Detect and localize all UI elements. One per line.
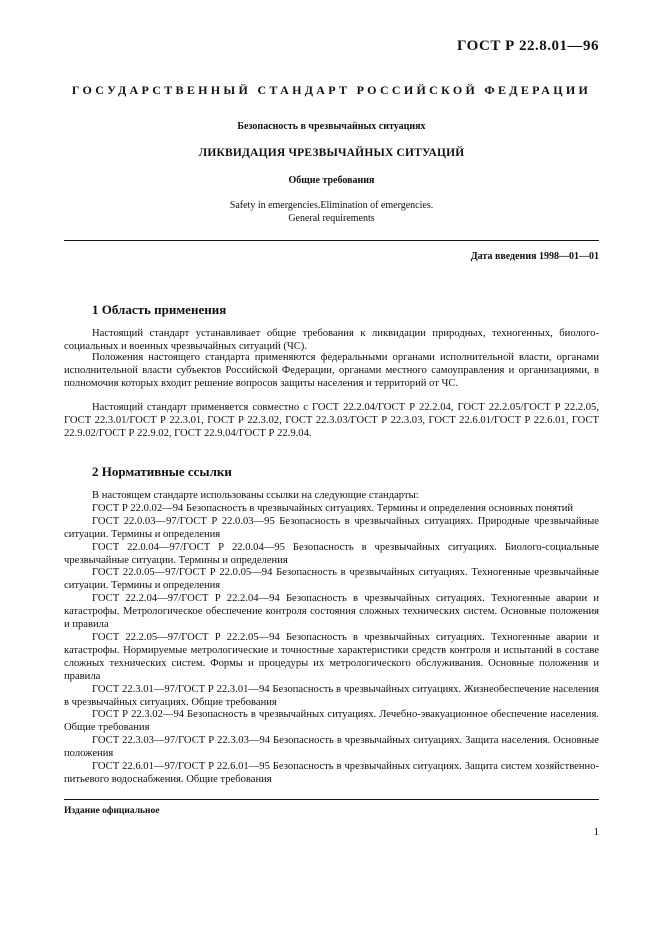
section-1-paragraph: Настоящий стандарт применяется совместно с ГОСТ 22.2.04/ГОСТ Р 22.2.04, ГОСТ 22.2.05/ГОСТ Р 22.2.05, ГОСТ 22.3.01/ГОСТ Р 22.3.01, ГОСТ Р 22.3.02, ГОСТ 22.3.03/ГОСТ Р 22.3.03, ГОСТ 22.6.01/ГОСТ Р 22.6.01, ГОСТ 22.9.02/ГОСТ Р 22.9.02, ГОСТ 22.9.04/ГОСТ Р 22.9.04. xyxy=(64,402,599,439)
reference-item: ГОСТ 22.3.03—97/ГОСТ Р 22.3.03—94 Безопасность в чрезвычайных ситуациях. Защита населения. Основные положения xyxy=(64,735,599,760)
section-1-heading: 1 Область применения xyxy=(92,302,227,317)
reference-item: ГОСТ Р 22.3.02—94 Безопасность в чрезвычайных ситуациях. Лечебно-эвакуационное обеспечение населения. Общие требования xyxy=(64,709,599,734)
footer-divider xyxy=(64,799,599,800)
section-2-heading: 2 Нормативные ссылки xyxy=(92,464,232,479)
reference-item: ГОСТ 22.6.01—97/ГОСТ Р 22.6.01—95 Безопасность в чрезвычайных ситуациях. Защита систем хозяйственно-питьевого водоснабжения. Общие требования xyxy=(64,761,599,785)
english-title-line-1: Safety in emergencies.Elimination of emergencies. xyxy=(229,200,434,211)
document-title: ЛИКВИДАЦИЯ ЧРЕЗВЫЧАЙНЫХ СИТУАЦИЙ xyxy=(198,147,465,159)
official-edition-label: Издание официальное xyxy=(64,806,160,816)
document-subtitle: Общие требования xyxy=(288,175,375,186)
reference-item: ГОСТ 22.0.03—97/ГОСТ Р 22.0.03—95 Безопасность в чрезвычайных ситуациях. Природные чрезвычайные ситуации. Термины и определения xyxy=(64,515,599,540)
reference-item: ГОСТ Р 22.0.02—94 Безопасность в чрезвычайных ситуациях. Термины и определения основных понятий xyxy=(92,502,574,514)
series-title: Безопасность в чрезвычайных ситуациях xyxy=(237,121,426,132)
normative-references-list xyxy=(64,490,599,787)
reference-item: ГОСТ 22.0.05—97/ГОСТ Р 22.0.05—94 Безопасность в чрезвычайных ситуациях. Техногенные чрезвычайные ситуации. Термины и определения xyxy=(64,567,599,592)
standard-code: ГОСТ Р 22.8.01—96 xyxy=(456,38,599,54)
english-title-line-2: General requirements xyxy=(288,213,375,224)
section-1-paragraph: Настоящий стандарт устанавливает общие требования к ликвидации природных, техногенных, биолого-социальных и военных чрезвычайных ситуаций (ЧС). xyxy=(64,328,599,352)
state-standard-title: ГОСУДАРСТВЕННЫЙ СТАНДАРТ РОССИЙСКОЙ ФЕДЕРАЦИИ xyxy=(71,83,592,97)
reference-intro: В настоящем стандарте использованы ссылки на следующие стандарты: xyxy=(92,490,419,501)
english-title xyxy=(64,199,599,225)
header-divider xyxy=(64,240,599,241)
reference-item: ГОСТ 22.3.01—97/ГОСТ Р 22.3.01—94 Безопасность в чрезвычайных ситуациях. Жизнеобеспечение населения в чрезвычайных ситуациях. Общие требования xyxy=(64,683,599,708)
reference-item: ГОСТ 22.2.04—97/ГОСТ Р 22.2.04—94 Безопасность в чрезвычайных ситуациях. Техногенные аварии и катастрофы. Метрологическое обеспечение контроля состояния сложных технических систем. Основные положения и правила xyxy=(64,593,599,631)
reference-item: ГОСТ 22.0.04—97/ГОСТ Р 22.0.04—95 Безопасность в чрезвычайных ситуациях. Биолого-социальные чрезвычайные ситуации. Термины и определения xyxy=(64,541,599,566)
section-1-paragraph: Положения настоящего стандарта применяются федеральными органами исполнительной власти, органами исполнительной власти субъектов Российской Федерации, органами местного самоуправления и организациями, в полномочия которых входит решение вопросов защиты населения и территорий от ЧС. xyxy=(64,352,599,389)
introduction-date: Дата введения 1998—01—01 xyxy=(470,251,599,262)
page-number: 1 xyxy=(593,826,599,838)
reference-item: ГОСТ 22.2.05—97/ГОСТ Р 22.2.05—94 Безопасность в чрезвычайных ситуациях. Техногенные аварии и катастрофы. Нормируемые метрологические и точностные характеристики средств контроля и испытаний в составе сложных технических систем. Формы и процедуры их метрологического обслуживания. Основные положения и правила xyxy=(64,631,599,682)
